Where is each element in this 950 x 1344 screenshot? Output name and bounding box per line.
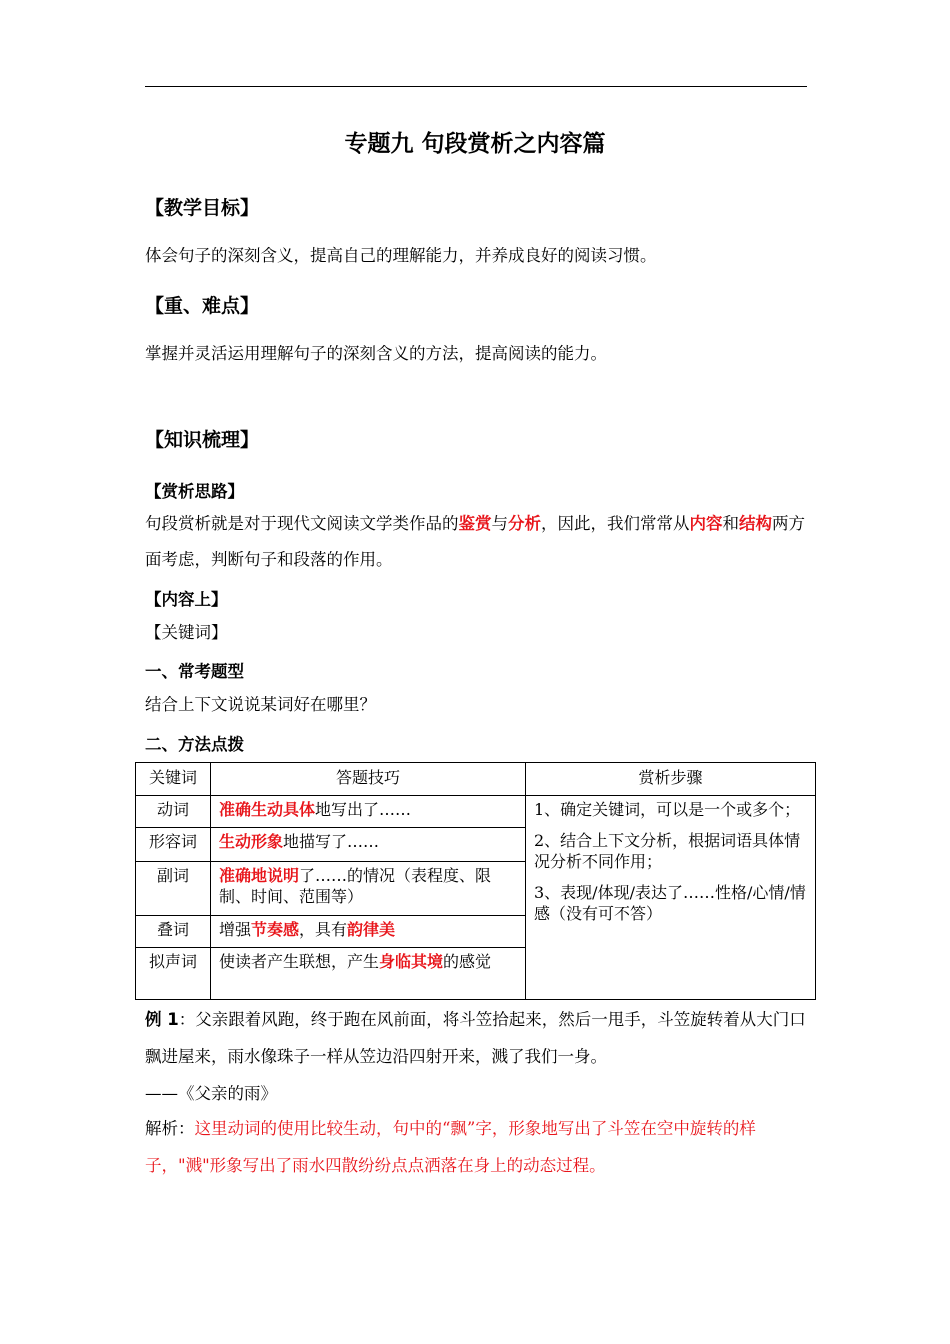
- approach-highlight-structure: 结构: [739, 514, 772, 533]
- example-label: 例 1: [145, 1010, 179, 1029]
- table-technique: [211, 796, 526, 828]
- table-technique: [211, 862, 526, 916]
- approach-text-2: 与: [491, 514, 508, 533]
- technique-highlight: 韵律美: [347, 920, 396, 939]
- example-text: ：父亲跟着风跑，终于跑在风前面，将斗笠拾起来，然后一甩手，斗笠旋转着从大门口飘进屋来，雨水像珠子一样从笠边沿四射开来，溅了我们一身。: [145, 1010, 806, 1066]
- approach-text-1: 句段赏析就是对于现代文阅读文学类作品的: [145, 514, 459, 533]
- technique-text: 使读者产生联想，产生: [219, 952, 380, 971]
- objectives-heading: 【教学目标】: [145, 197, 260, 219]
- approach-text-4: 和: [722, 514, 739, 533]
- technique-text: 增强: [219, 920, 252, 939]
- table-keyword: 副词: [136, 862, 211, 916]
- content-heading: 【内容上】: [145, 590, 228, 609]
- technique-text: 地描写了……: [283, 832, 380, 851]
- section1-text: 结合上下文说说某词好在哪里？: [145, 695, 376, 714]
- technique-highlight: 生动形象: [219, 832, 284, 851]
- step-item: 3、表现/体现/表达了……性格/心情/情感（没有可不答）: [534, 883, 806, 923]
- table-header: 关键词: [136, 763, 211, 796]
- analysis-paragraph: [145, 1110, 810, 1184]
- technique-text: ，具有: [299, 920, 348, 939]
- example-source: ——《父亲的雨》: [145, 1084, 277, 1103]
- key-points-heading: 【重、难点】: [145, 295, 260, 317]
- section1-heading: 一、常考题型: [145, 662, 244, 681]
- objectives-text: 体会句子的深刻含义，提高自己的理解能力，并养成良好的阅读习惯。: [145, 246, 657, 265]
- technique-highlight: 准确生动具体: [219, 800, 316, 819]
- approach-text-3: ，因此，我们常常从: [541, 514, 690, 533]
- analysis-label: 解析：: [145, 1119, 195, 1138]
- table-keyword: 动词: [136, 796, 211, 828]
- table-keyword: 拟声词: [136, 948, 211, 1000]
- example-paragraph: [145, 1001, 810, 1075]
- table-keyword: 形容词: [136, 828, 211, 862]
- key-points-text: 掌握并灵活运用理解句子的深刻含义的方法，提高阅读的能力。: [145, 344, 607, 363]
- table-header-row: [136, 763, 816, 796]
- technique-text: 地写出了……: [315, 800, 412, 819]
- knowledge-heading: 【知识梳理】: [145, 429, 260, 451]
- table-row: [136, 796, 816, 828]
- approach-highlight-analysis: 分析: [508, 514, 541, 533]
- technique-highlight: 节奏感: [251, 920, 300, 939]
- approach-highlight-appreciation: 鉴赏: [458, 514, 492, 533]
- table-technique: [211, 916, 526, 948]
- approach-highlight-content: 内容: [689, 514, 723, 533]
- table-technique: [211, 828, 526, 862]
- technique-text: 的感觉: [443, 952, 492, 971]
- table-header: 答题技巧: [211, 763, 526, 796]
- table-keyword: 叠词: [136, 916, 211, 948]
- page-title: 专题九 句段赏析之内容篇: [344, 131, 606, 157]
- analysis-text: 这里动词的使用比较生动，句中的“飘”字，形象地写出了斗笠在空中旋转的样子，"溅"形象写出了雨水四散纷纷点点洒落在身上的动态过程。: [145, 1119, 756, 1175]
- technique-highlight: 身临其境: [379, 952, 444, 971]
- step-item: 2、结合上下文分析，根据词语具体情况分析不同作用；: [534, 831, 801, 871]
- step-item: 1、确定关键词，可以是一个或多个；: [534, 800, 801, 819]
- keyword-heading: 【关键词】: [145, 623, 228, 642]
- table-header: 赏析步骤: [526, 763, 816, 796]
- method-table: [135, 762, 816, 1000]
- table-technique: [211, 948, 526, 1000]
- header-rule: [145, 86, 807, 87]
- section2-heading: 二、方法点拨: [145, 735, 244, 754]
- approach-text-5: 两方面考虑，判断句子和段落的作用。: [145, 514, 805, 569]
- technique-text: 了……的情况（表程度、限制、时间、范围等）: [219, 866, 492, 906]
- approach-heading: 【赏析思路】: [145, 482, 244, 501]
- approach-paragraph: [145, 506, 810, 578]
- technique-highlight: 准确地说明: [219, 866, 300, 885]
- table-steps: [526, 796, 816, 1000]
